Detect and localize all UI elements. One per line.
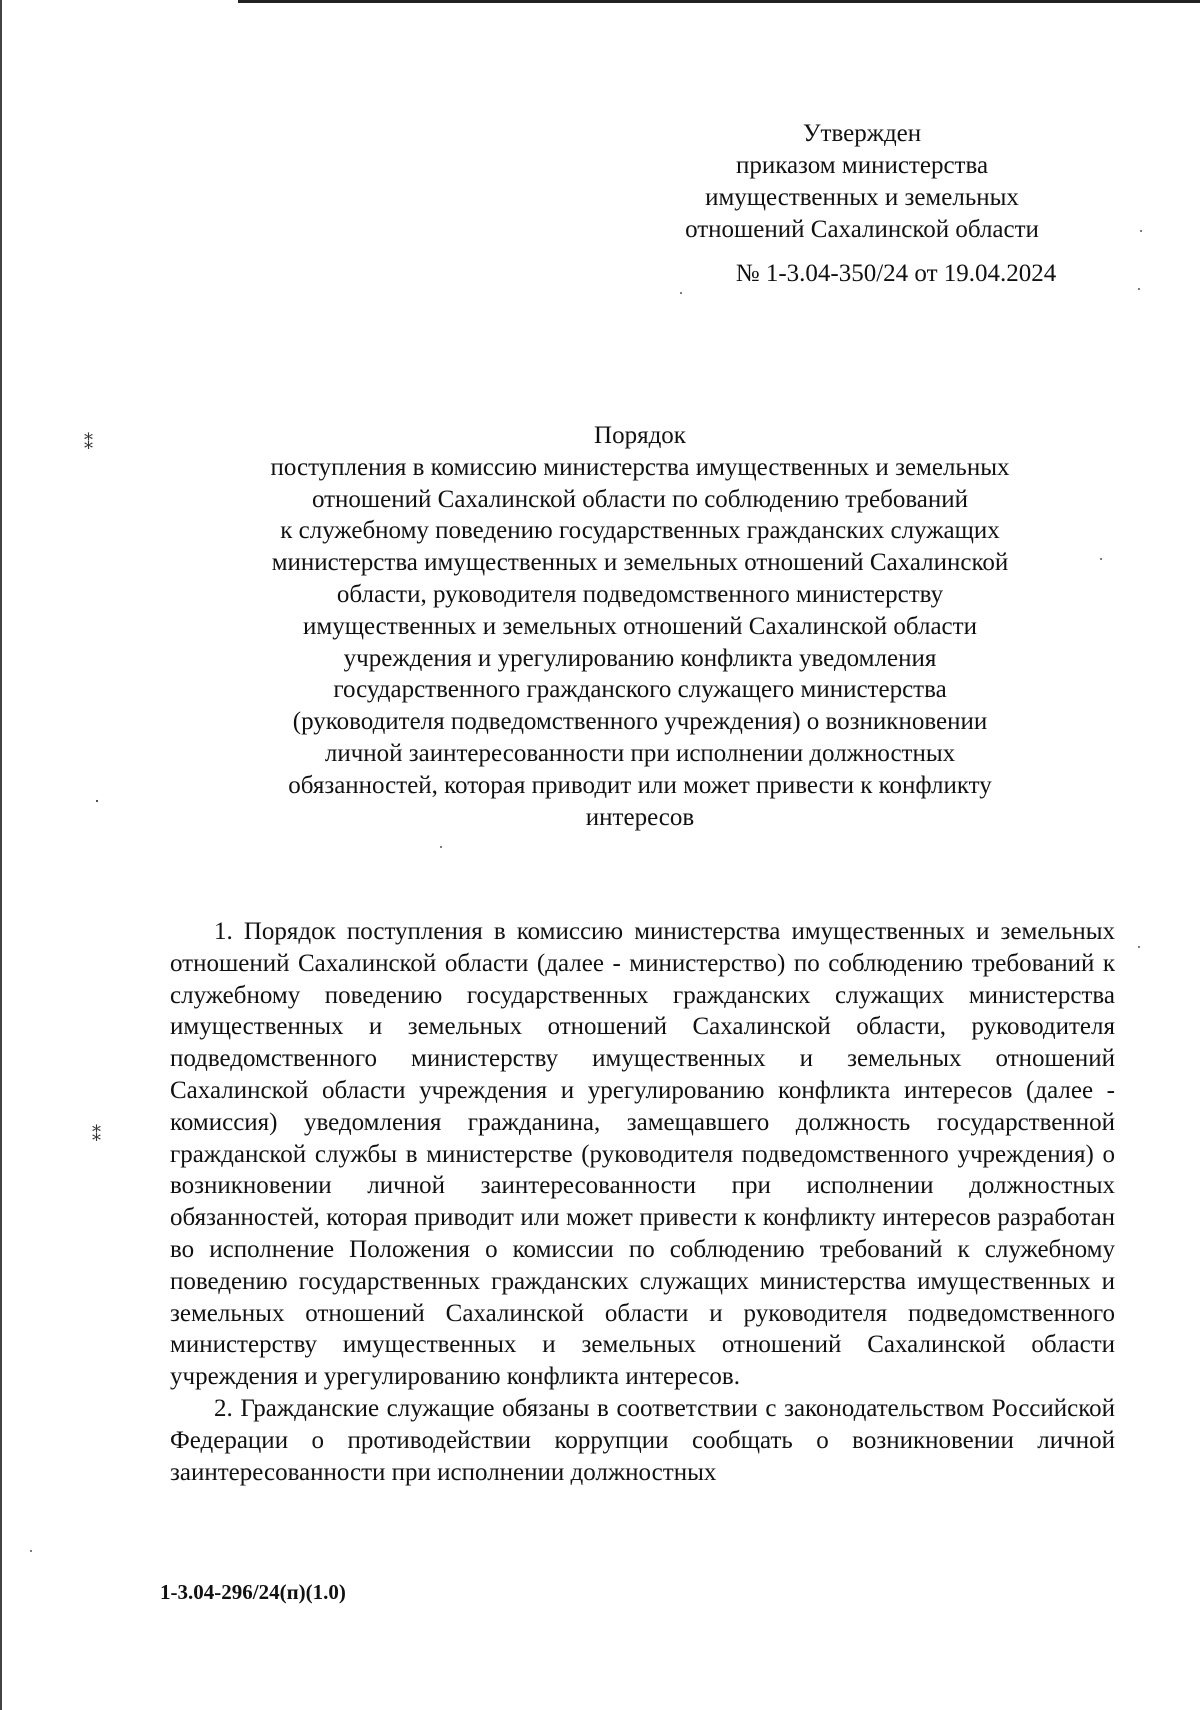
- title-line: к служебному поведению государственных гражданских служащих: [280, 517, 1000, 545]
- scan-top-edge: [238, 0, 1200, 3]
- title-line: государственного гражданского служащего министерства: [333, 676, 947, 704]
- scan-dot: [440, 846, 442, 848]
- title-line: обязанностей, которая приводит или может привести к конфликту: [288, 771, 992, 799]
- scan-dot: [1138, 288, 1140, 290]
- scan-dot: [30, 1550, 32, 1552]
- title-line: личной заинтересованности при исполнении должностных: [324, 739, 956, 767]
- approval-stamp-block: [632, 118, 1092, 290]
- title-line: (руководителя подведомственного учреждения) о возникновении: [292, 708, 988, 736]
- order-number: № 1-3.04-350/24 от 19.04.2024: [735, 260, 1057, 287]
- document-code: 1-3.04-296/24(п)(1.0): [160, 1580, 346, 1604]
- title-line: министерства имущественных и земельных отношений Сахалинской: [271, 549, 1009, 577]
- approval-line: Утвержден: [802, 120, 922, 147]
- scan-artifact: ⁑: [92, 1125, 101, 1145]
- title-line: учреждения и урегулированию конфликта уведомления: [343, 644, 937, 672]
- title-heading: Порядок: [594, 422, 686, 449]
- title-line: интересов: [585, 803, 695, 831]
- scan-dot: [1138, 946, 1140, 948]
- approval-line: приказом министерства: [735, 152, 989, 179]
- document-body: [170, 916, 1115, 1488]
- approval-line: имущественных и земельных: [705, 184, 1019, 211]
- scan-dot: [680, 292, 682, 294]
- paragraph-1: 1. Порядок поступления в комиссию министерства имущественных и земельных отношений Сахалинской области (далее - министерство) по соблюдению требований к служебному поведению государственных гражданских служащих министерства имущественных и земельных отношений Сахалинской области, руководителя подведомственного министерству имущественных и земельных отношений Сахалинской области учреждения и урегулированию конфликта интересов (далее - комиссия) уведомления гражданина, замещавшего должность государственной гражданской службы в министерстве (руководителя подведомственного учреждения) о возникновении личной заинтересованности при исполнении должностных обязанностей, которая приводит или может привести к конфликту интересов разработан во исполнение Положения о комиссии по соблюдению требований к служебному поведению государственных гражданских служащих министерства имущественных и земельных отношений Сахалинской области и руководителя подведомственного министерству имущественных и земельных отношений Сахалинской области учреждения и урегулированию конфликта интересов.: [170, 918, 1115, 1391]
- title-line: отношений Сахалинской области по соблюдению требований: [311, 485, 969, 513]
- scan-artifact: ⁑: [84, 433, 93, 453]
- title-line: области, руководителя подведомственного министерству: [336, 580, 944, 608]
- paragraph-2: 2. Гражданские служащие обязаны в соответствии с законодательством Российской Федерации о противодействии коррупции сообщать о возникновении личной заинтересованности при исполнении должностных: [170, 1394, 1115, 1486]
- scan-left-edge: [0, 0, 2, 1710]
- title-line: имущественных и земельных отношений Сахалинской области: [303, 612, 977, 640]
- scan-dot: [1100, 558, 1102, 560]
- document-title: [180, 420, 1100, 833]
- scan-dot: [1140, 230, 1142, 232]
- approval-line: отношений Сахалинской области: [685, 216, 1039, 243]
- title-line: поступления в комиссию министерства имущественных и земельных: [270, 453, 1010, 481]
- scan-artifact: ·: [94, 791, 100, 811]
